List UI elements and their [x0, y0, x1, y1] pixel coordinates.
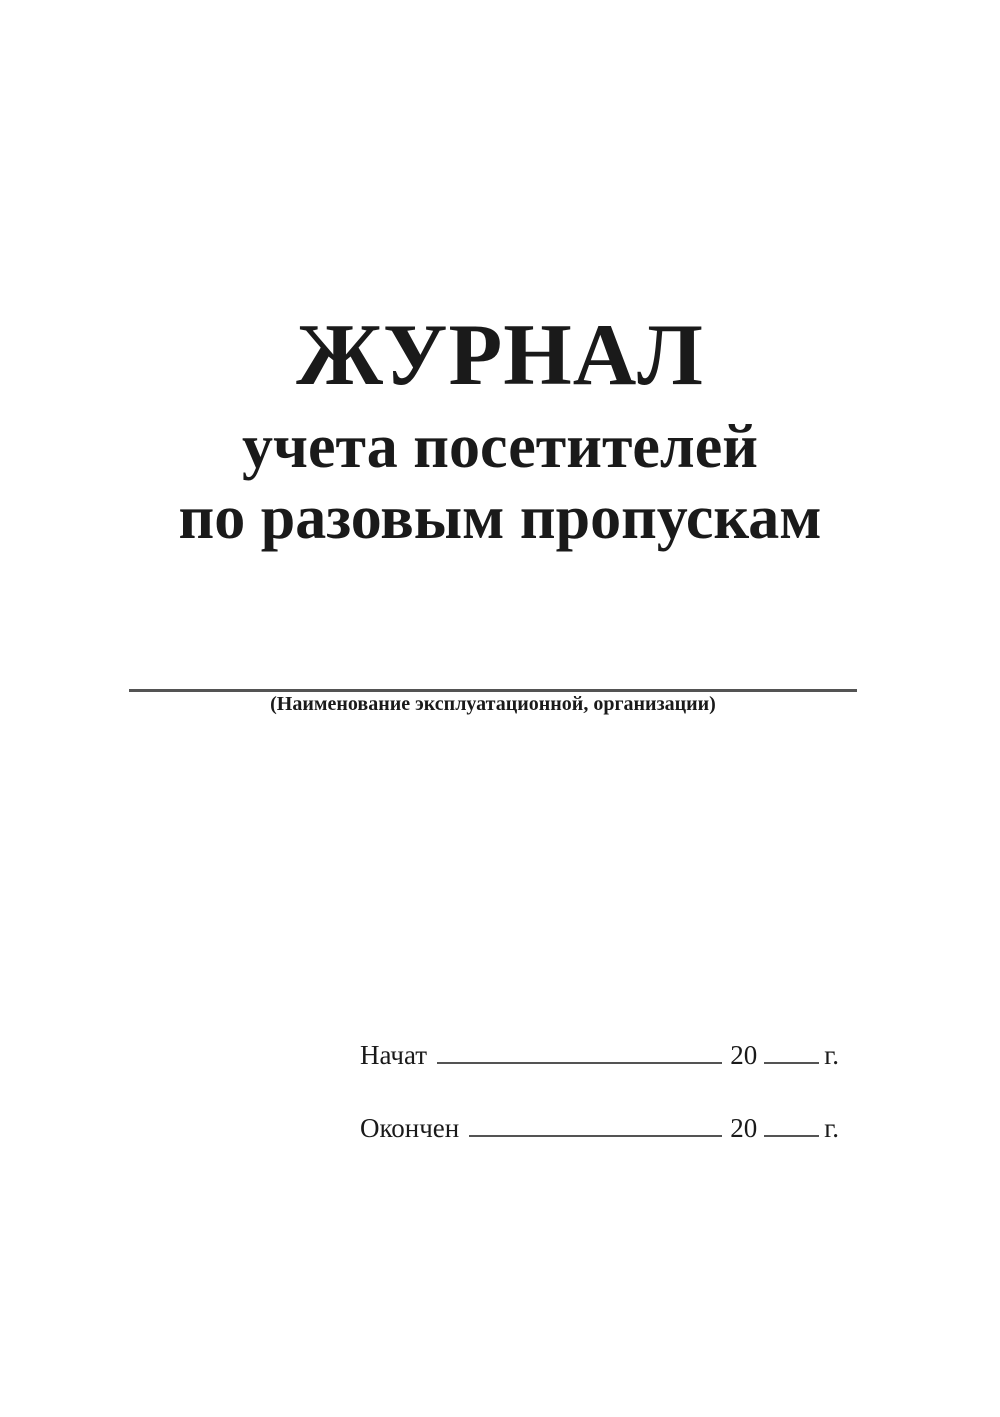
started-year-blank — [764, 1062, 819, 1064]
organization-block — [129, 689, 857, 716]
started-date-blank — [437, 1062, 722, 1064]
started-year-suffix: г. — [824, 1040, 839, 1070]
started-row — [360, 1040, 839, 1071]
organization-name-blank — [129, 689, 857, 692]
page-title: ЖУРНАЛ — [296, 307, 704, 404]
subtitle-line-1: учета посетителей — [242, 413, 758, 481]
finished-year-prefix: 20 — [730, 1113, 758, 1143]
page-subtitle — [0, 412, 1000, 554]
finished-date-blank — [469, 1135, 722, 1137]
finished-label: Окончен — [360, 1113, 460, 1143]
finished-row — [360, 1113, 839, 1144]
finished-year-suffix: г. — [824, 1113, 839, 1143]
started-label: Начат — [360, 1040, 428, 1070]
organization-caption: (Наименование эксплуатационной, организации) — [270, 693, 716, 715]
finished-year-blank — [764, 1135, 819, 1137]
started-year-prefix: 20 — [730, 1040, 758, 1070]
subtitle-line-2: по разовым пропускам — [178, 484, 822, 552]
